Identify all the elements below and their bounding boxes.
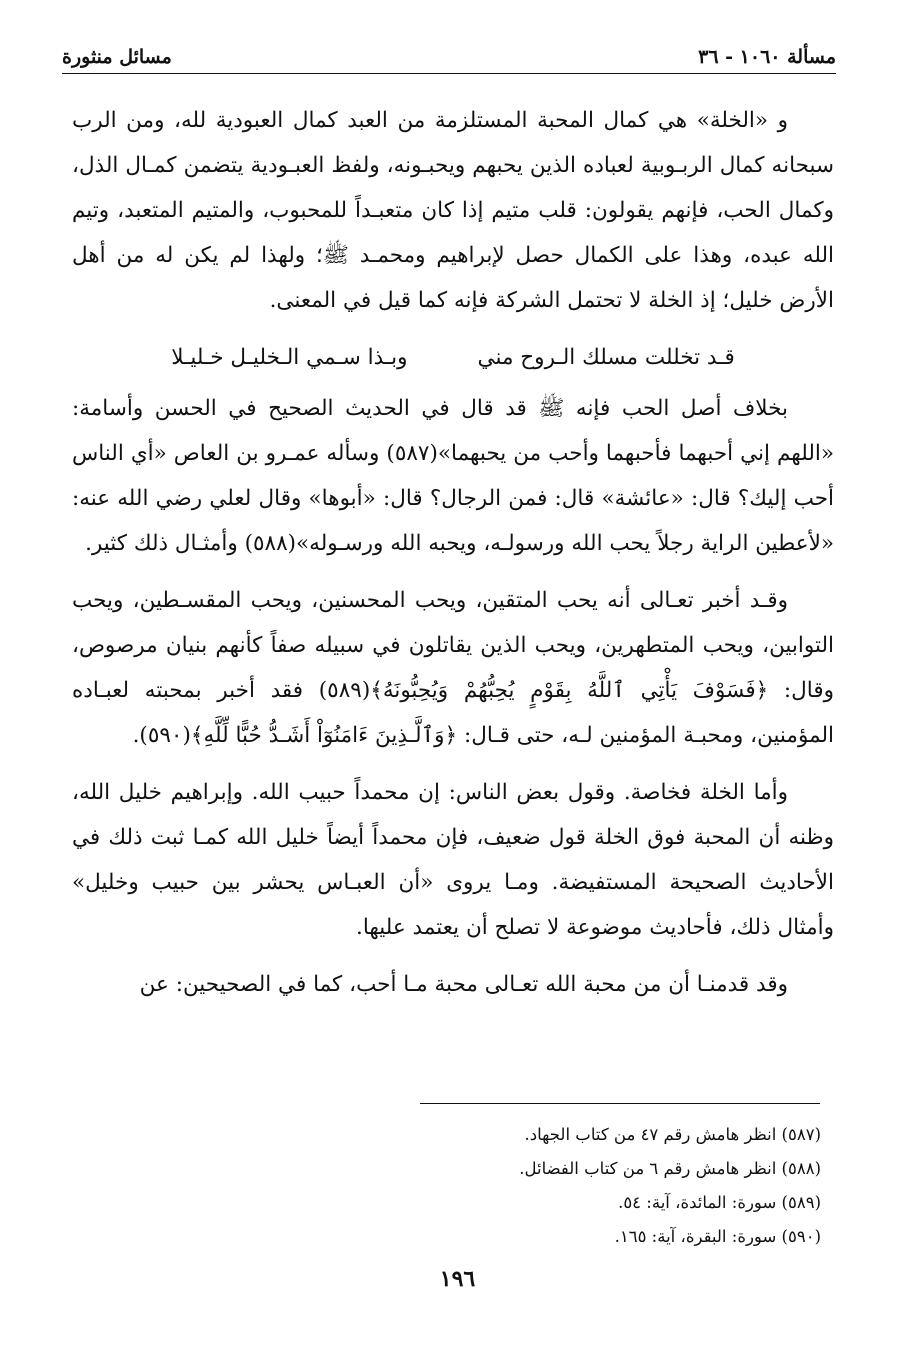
poetry-verse: [72, 335, 834, 380]
verse-second-hemistich: وبـذا سـمي الـخليـل خـليـلا: [171, 345, 408, 370]
paragraph-divine-love: وقـد أخبر تعـالى أنه يحب المتقين، ويحب المحسنين، ويحب المقسـطين، ويحب التوابين، ويحب المتطهرين، ويحب الذين يقاتلون في سبيله صفاً كأنهم بنيان مرصوص، وقال: ﴿فَسَوْفَ يَأْتِي ٱللَّهُ بِقَوْمٍ يُحِبُّهُمْ وَيُحِبُّونَهُ﴾(٥٨٩) فقد أخبر بمحبته لعبـاده المؤمنين، ومحبـة المؤمنين لـه، حتى قـال: ﴿وَٱلَّـذِينَ ءَامَنُوٓاْ أَشَـدُّ حُبًّا لِّلَّهِ﴾(٥٩٠).: [72, 588, 835, 748]
main-text: [72, 98, 834, 1007]
footnote-588: (٥٨٨) انظر هامش رقم ٦ من كتاب الفضائل.: [519, 1159, 821, 1178]
header-section-number: مسألة ١٠٦٠ - ٣٦: [698, 46, 836, 68]
footnotes: [121, 1118, 821, 1254]
header-chapter-title: مسائل منثورة: [62, 46, 172, 68]
verse-first-hemistich: قـد تخللت مسلك الـروح مني: [477, 345, 735, 370]
footnote-587: (٥٨٧) انظر هامش رقم ٤٧ من كتاب الجهاد.: [524, 1125, 821, 1144]
footnote-separator: [420, 1103, 820, 1104]
paragraph-gap: [72, 758, 834, 770]
paragraph-gap: [72, 566, 834, 578]
footnote-589: (٥٨٩) سورة: المائدة، آية: ٥٤.: [618, 1193, 821, 1212]
paragraph-gap: [72, 950, 834, 962]
paragraph-khulla-special: وأما الخلة فخاصة. وقول بعض الناس: إن محمداً حبيب الله. وإبراهيم خليل الله، وظنه أن المحبة فوق الخلة قول ضعيف، فإن محمداً أيضاً خليل الله كمـا ثبت ذلك في الأحاديث الصحيحة المستفيضة. ومـا يروى «أن العبـاس يحشر بين حبيب وخليل» وأمثال ذلك، فأحاديث موضوعة لا تصلح أن يعتمد عليها.: [72, 780, 834, 940]
paragraph-continuation: وقد قدمنـا أن من محبة الله تعـالى محبة مـا أحب، كما في الصحيحين: عن: [139, 972, 788, 997]
paragraph-love-hadith: بخلاف أصل الحب فإنه ﷺ قد قال في الحديث الصحيح في الحسن وأسامة: «اللهم إني أحبهما فأحبهما وأحب من يحبهما»(٥٨٧) وسأله عمـرو بن العاص «أي الناس أحب إليك؟ قال: «عائشة» قال: فمن الرجال؟ قال: «أبوها» وقال لعلي رضي الله عنه: «لأعطين الراية رجلاً يحب الله ورسولـه، ويحبه الله ورسـوله»(٥٨٨) وأمثـال ذلك كثير.: [72, 396, 834, 556]
header-rule: [62, 73, 836, 74]
running-header: [62, 38, 836, 68]
footnote-590: (٥٩٠) سورة: البقرة، آية: ١٦٥.: [614, 1227, 821, 1246]
page-number: ١٩٦: [439, 1266, 476, 1292]
paragraph-khulla-definition: و «الخلة» هي كمال المحبة المستلزمة من العبد كمال العبودية لله، ومن الرب سبحانه كمال الربـوبية لعباده الذين يحبهم ويحبـونه، ولفظ العبـودية يتضمن كمـال الذل، وكمال الحب، فإنهم يقولون: قلب متيم إذا كان متعبـداً للمحبوب، والمتيم المتعبد، وتيم الله عبده، وهذا على الكمال حصل لإبراهيم ومحمـد ﷺ؛ ولهذا لم يكن له من أهل الأرض خليل؛ إذ الخلة لا تحتمل الشركة فإنه كما قيل في المعنى.: [72, 108, 834, 313]
